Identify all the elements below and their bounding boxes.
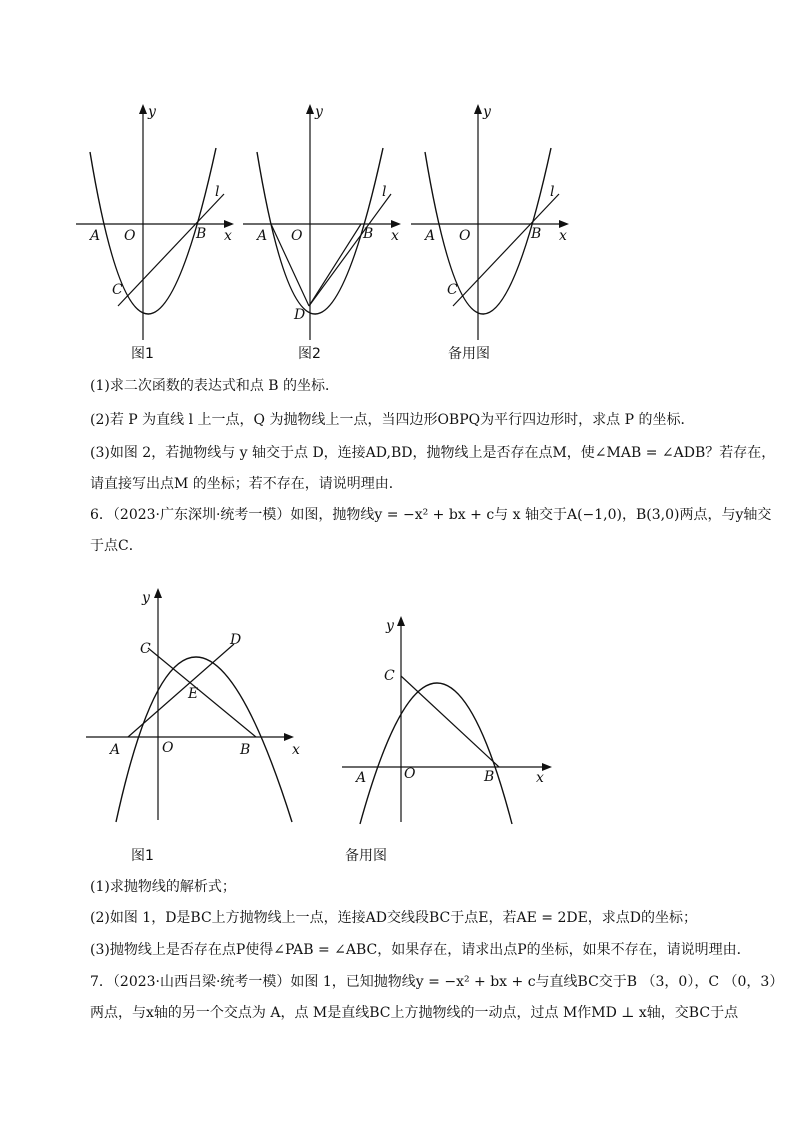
- segment-BC: [401, 676, 499, 767]
- label-y: y: [386, 618, 394, 634]
- label-E: E: [188, 686, 199, 702]
- label-B: B: [196, 226, 207, 242]
- label-x: x: [559, 228, 567, 244]
- p5-figure-3: [395, 100, 585, 360]
- p6-intro-line-2: 于点C．: [90, 538, 143, 554]
- line-l: [309, 194, 391, 306]
- x-axis-arrow: [284, 733, 294, 741]
- p6-question-2: (2)如图 1，D是BC上方抛物线上一点，连接AD交线段BC于点E，若AE = 2DE，求点D的坐标；: [90, 910, 698, 926]
- label-O: O: [124, 228, 136, 244]
- label-C: C: [140, 641, 151, 657]
- p5-question-3-line-2: 请直接写出点M 的坐标；若不存在，请说明理由．: [90, 476, 403, 492]
- label-B: B: [484, 769, 495, 785]
- p6-question-1: (1)求抛物线的解析式；: [90, 879, 236, 895]
- label-B: B: [240, 742, 251, 758]
- p5-figure-3-caption: 备用图: [448, 346, 490, 362]
- segment-BD: [309, 224, 361, 306]
- parabola: [116, 657, 292, 822]
- p6-figure-1-caption: 图1: [131, 848, 154, 864]
- y-axis-arrow: [154, 588, 162, 598]
- line-l: [118, 194, 224, 306]
- parabola: [360, 683, 512, 824]
- p5-figure-1-caption: 图1: [131, 346, 154, 362]
- p5-figure-1: [60, 100, 250, 360]
- label-l: l: [215, 184, 220, 200]
- label-A: A: [356, 770, 367, 786]
- label-O: O: [291, 228, 303, 244]
- label-x: x: [224, 228, 232, 244]
- label-x: x: [292, 742, 300, 758]
- line-l: [453, 194, 559, 306]
- p5-figure-2-svg: [227, 100, 417, 360]
- label-O: O: [404, 766, 416, 782]
- p5-question-1: (1)求二次函数的表达式和点 B 的坐标．: [90, 378, 340, 394]
- label-x: x: [391, 228, 399, 244]
- segment-BC: [148, 648, 256, 737]
- label-C: C: [447, 282, 458, 298]
- p6-intro-line-1: 6．（2023·广东深圳·统考一模）如图，抛物线y = −x² + bx + c与 x 轴交于A(−1,0)，B(3,0)两点，与y轴交: [90, 507, 772, 523]
- y-axis-arrow: [306, 104, 314, 114]
- p6-figure-2-caption: 备用图: [345, 848, 387, 864]
- label-A: A: [110, 742, 121, 758]
- label-A: A: [425, 228, 436, 244]
- label-B: B: [531, 226, 542, 242]
- label-l: l: [382, 184, 387, 200]
- p5-question-3-line-1: (3)如图 2，若抛物线与 y 轴交于点 D，连接AD,BD，抛物线上是否存在点M，使∠MAB = ∠ADB？若存在，: [90, 445, 776, 461]
- label-y: y: [483, 104, 491, 120]
- label-l: l: [550, 184, 555, 200]
- label-A: A: [90, 228, 101, 244]
- label-y: y: [315, 104, 323, 120]
- label-C: C: [384, 668, 395, 684]
- label-C: C: [112, 282, 123, 298]
- p6-question-3: (3)抛物线上是否存在点P使得∠PAB = ∠ABC，如果存在，请求出点P的坐标，如果不存在，请说明理由．: [90, 942, 751, 958]
- label-O: O: [459, 228, 471, 244]
- p5-figure-1-svg: [60, 100, 250, 360]
- p5-question-2: (2)若 P 为直线 l 上一点，Q 为抛物线上一点，当四边形OBPQ为平行四边形时，求点 P 的坐标．: [90, 412, 695, 428]
- y-axis-arrow: [397, 616, 405, 626]
- p7-intro-line-1: 7．（2023·山西吕梁·统考一模）如图 1，已知抛物线y = −x² + bx + c与直线BC交于B （3，0），C （0，3）: [90, 974, 784, 990]
- y-axis-arrow: [474, 104, 482, 114]
- p5-figure-2: [227, 100, 417, 360]
- label-D: D: [294, 307, 306, 323]
- p6-figure-2-svg: [336, 612, 566, 827]
- label-y: y: [142, 590, 150, 606]
- y-axis-arrow: [139, 104, 147, 114]
- x-axis-arrow: [559, 220, 569, 228]
- p5-figure-2-caption: 图2: [298, 346, 321, 362]
- p6-figure-1-svg: [80, 582, 310, 827]
- p7-intro-line-2: 两点，与x轴的另一个交点为 A，点 M是直线BC上方抛物线的一动点，过点 M作MD ⊥ x轴，交BC于点: [90, 1005, 739, 1021]
- p6-figure-1: [80, 582, 310, 827]
- label-B: B: [363, 226, 374, 242]
- p6-figure-2: [336, 612, 566, 827]
- segment-AD: [128, 644, 234, 737]
- p5-figure-3-svg: [395, 100, 585, 360]
- segment-AD: [271, 224, 309, 306]
- label-O: O: [162, 740, 174, 756]
- label-D: D: [230, 632, 242, 648]
- label-y: y: [148, 104, 156, 120]
- label-x: x: [536, 770, 544, 786]
- label-A: A: [257, 228, 268, 244]
